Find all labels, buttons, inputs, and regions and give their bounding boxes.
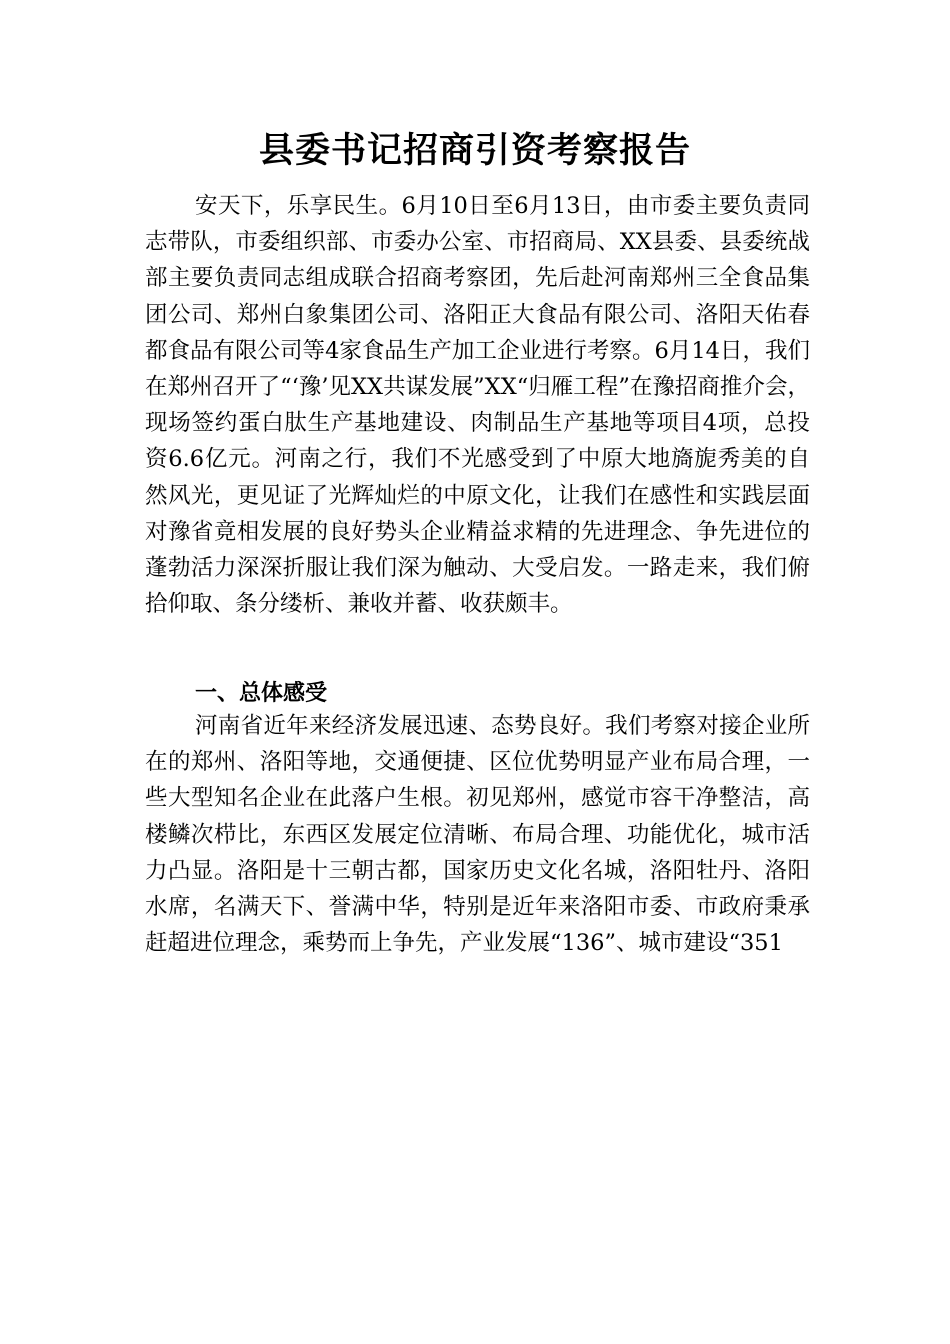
section-heading: 一、总体感受: [195, 681, 328, 706]
section-paragraph: 河南省近年来经济发展迅速、态势良好。我们考察对接企业所在的郑州、洛阳等地，交通便捷、区位优势明显产业布局合理，一些大型知名企业在此落户生根。初见郑州，感觉市容干净整洁，高楼鳞次栉比，东西区发展定位清晰、布局合理、功能优化，城市活力凸显。洛阳是十三朝古都，国家历史文化名城，洛阳牡丹、洛阳水席，名满天下、誉满中华，特别是近年来洛阳市委、市政府秉承赶超进位理念，乘势而上争先，产业发展“136”、城市建设“351: [145, 713, 810, 957]
document-title: 县委书记招商引资考察报告: [258, 130, 691, 171]
intro-paragraph: 安天下，乐享民生。6月10日至6月13日，由市委主要负责同志带队，市委组织部、市委办公室、市招商局、XX县委、县委统战部主要负责同志组成联合招商考察团，先后赴河南郑州三全食品集团公司、郑州白象集团公司、洛阳正大食品有限公司、洛阳天佑春都食品有限公司等4家食品生产加工企业进行考察。6月14日，我们在郑州召开了“‘豫’见XX共谋发展”XX“归雁工程”在豫招商推介会，现场签约蛋白肽生产基地建设、肉制品生产基地等项目4项，总投资6.6亿元。河南之行，我们不光感受到了中原大地旖旎秀美的自然风光，更见证了光辉灿烂的中原文化，让我们在感性和实践层面对豫省竟相发展的良好势头企业精益求精的先进理念、争先进位的蓬勃活力深深折服让我们深为触动、大受启发。一路走来，我们俯拾仰取、条分缕析、兼收并蓄、收获颇丰。: [145, 193, 810, 618]
